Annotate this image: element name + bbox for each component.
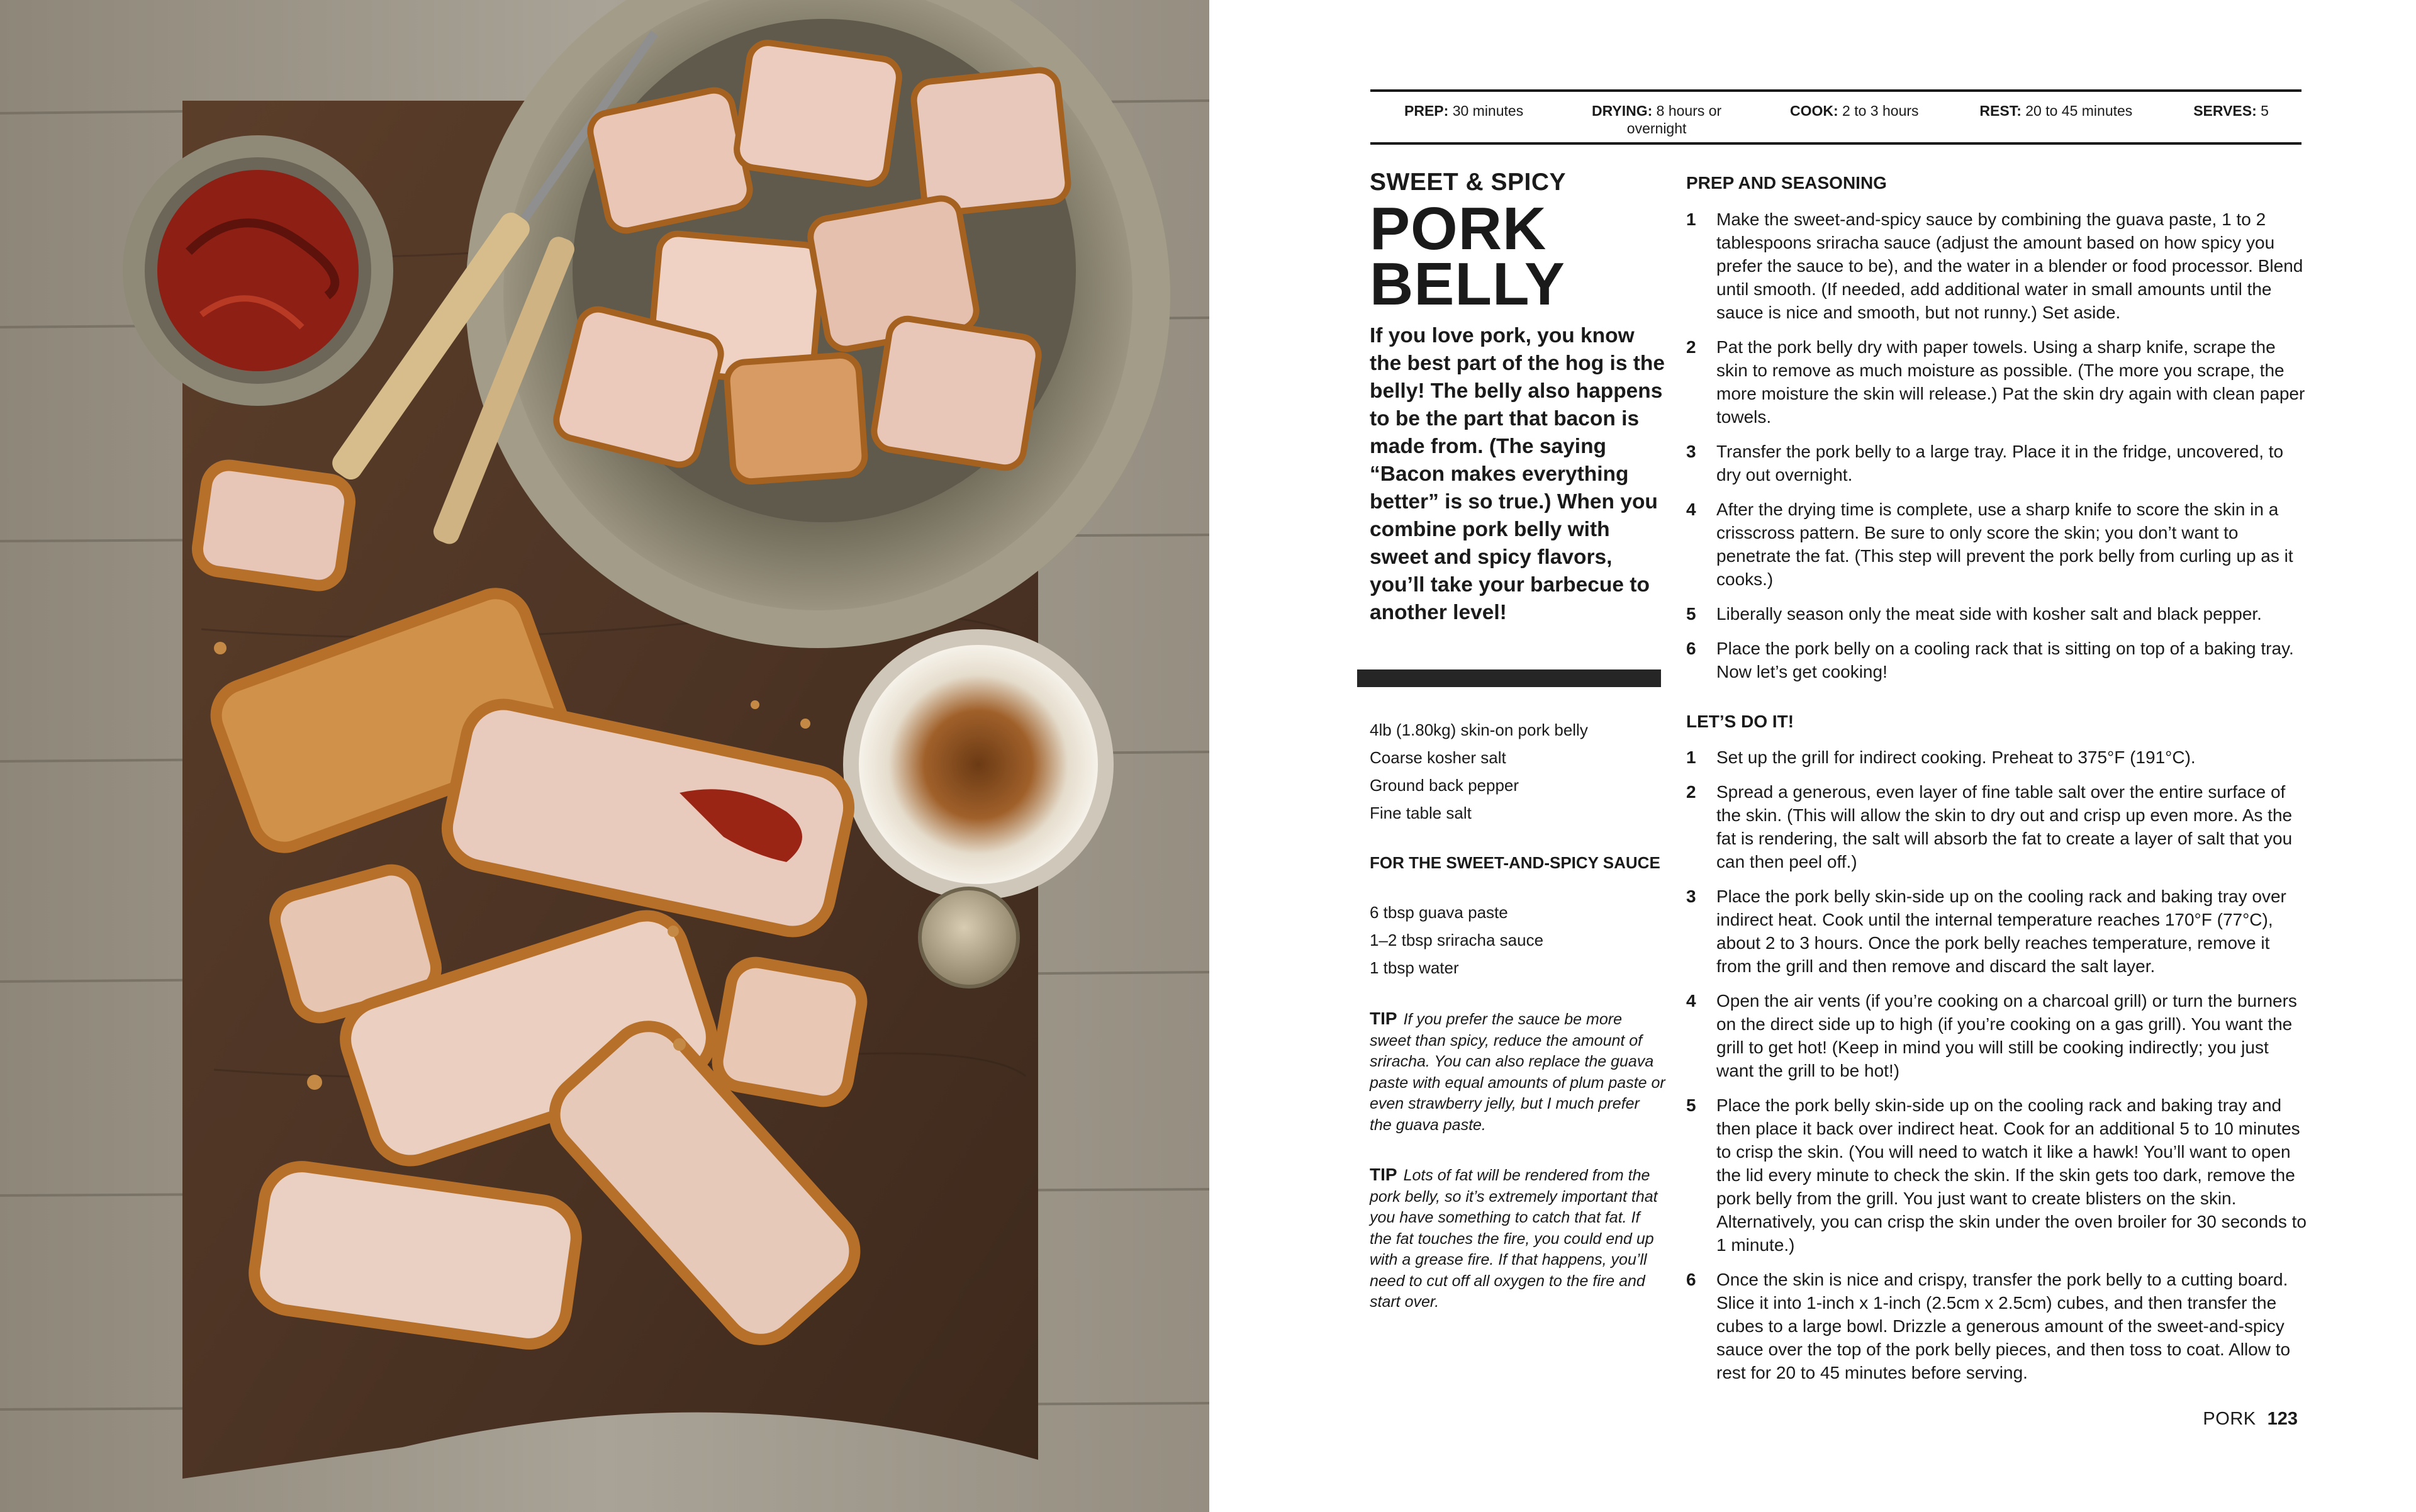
page-number: 123 — [2267, 1409, 2298, 1429]
step-number: 3 — [1686, 887, 1696, 906]
cook-step — [1686, 1094, 2309, 1257]
step-text: Place the pork belly on a cooling rack that is sitting on top of a baking tray. Now let’s get cooking! — [1716, 639, 2294, 681]
tip-sauce — [1370, 1008, 1665, 1136]
sauce-heading: FOR THE SWEET-AND-SPICY SAUCE — [1370, 853, 1660, 872]
ingredient-item: Ground back pepper — [1370, 776, 1519, 795]
step-number: 4 — [1686, 500, 1696, 519]
step-text: Spread a generous, even layer of fine table salt over the entire surface of the skin. (This will allow the skin to dry out and crisp up even more. As the fat is rendering, the salt will absorb the fat to create a layer of salt that you can then peel off.) — [1716, 782, 2293, 871]
recipe-title-line-1: PORK — [1370, 195, 1547, 262]
prep-step — [1686, 440, 2309, 486]
ingredient-item: 4lb (1.80kg) skin-on pork belly — [1370, 720, 1588, 739]
step-text: Open the air vents (if you’re cooking on a charcoal grill) or turn the burners on the direct side up to high (if you’re cooking on a gas grill). You want the grill to get hot! (Keep in mind you will still be cooking indirectly; you just want the grill to be hot!) — [1716, 991, 2297, 1080]
step-number: 2 — [1686, 337, 1696, 357]
cook-step — [1686, 780, 2309, 873]
sauce-ingredient-item: 6 tbsp guava paste — [1370, 903, 1508, 922]
prep-step-list — [1686, 208, 2309, 695]
step-text: Make the sweet-and-spicy sauce by combining the guava paste, 1 to 2 tablespoons sriracha sauce (adjust the amount based on how spicy you prefer the sauce to be), and the water in a blender or food processor. Blend until smooth. (If needed, add additional water in small amounts until the sauce is nice and smooth, but not runny.) Set aside. — [1716, 210, 2303, 322]
ingredient-item: Coarse kosher salt — [1370, 748, 1506, 767]
tip-text: If you prefer the sauce be more sweet than spicy, reduce the amount of sriracha. You can also replace the guava paste with equal amounts of plum paste or even strawberry jelly, but I much prefer the guava paste. — [1370, 1011, 1665, 1134]
tip-label: TIP — [1370, 1009, 1397, 1028]
prep-time: PREP: 30 minutes — [1404, 103, 1524, 119]
ingredient-list — [1370, 716, 1665, 827]
section-divider-bar — [1357, 669, 1661, 687]
step-number: 5 — [1686, 604, 1696, 624]
prep-step — [1686, 498, 2309, 591]
ingredient-item: Fine table salt — [1370, 804, 1472, 822]
cook-step — [1686, 885, 2309, 978]
recipe-kicker: SWEET & SPICY — [1370, 169, 1567, 196]
prep-step — [1686, 208, 2309, 324]
step-number: 4 — [1686, 991, 1696, 1011]
recipe-title — [1370, 195, 1672, 318]
step-text: Transfer the pork belly to a large tray. Place it in the fridge, uncovered, to dry out overnight. — [1716, 442, 2284, 484]
tip-label: TIP — [1370, 1165, 1397, 1184]
lets-do-it-heading: LET’S DO IT! — [1686, 712, 1794, 731]
prep-step — [1686, 602, 2309, 625]
page-footer — [2202, 1408, 2298, 1430]
step-number: 1 — [1686, 210, 1696, 229]
section-name: PORK — [2203, 1409, 2256, 1429]
cook-step — [1686, 746, 2309, 769]
sauce-ingredient-item: 1–2 tbsp sriracha sauce — [1370, 931, 1544, 949]
tip-fat — [1370, 1164, 1665, 1313]
recipe-intro: If you love pork, you know the best part of the hog is the belly! The belly also happens to be the part that bacon is made from. (The saying “Bacon makes everything better” is so true.) When you combine pork belly with sweet and spicy flavors, you’ll take your barbecue to another level! — [1370, 324, 1665, 624]
step-text: Liberally season only the meat side with kosher salt and black pepper. — [1716, 604, 2262, 624]
prep-step — [1686, 335, 2309, 428]
step-text: Once the skin is nice and crispy, transfer the pork belly to a cutting board. Slice it into 1-inch x 1-inch (2.5cm x 2.5cm) cubes, and then transfer the cubes to a large bowl. Drizzle a generous amount of the sweet-and-spicy sauce over the top of the pork belly pieces, and then toss to coat. Allow to rest for 20 to 45 minutes before serving. — [1716, 1270, 2291, 1382]
step-number: 1 — [1686, 748, 1696, 767]
sauce-ingredient-list — [1370, 899, 1665, 982]
rest-time: REST: 20 to 45 minutes — [1979, 103, 2133, 119]
step-number: 5 — [1686, 1095, 1696, 1115]
cook-step — [1686, 1268, 2309, 1384]
step-number: 3 — [1686, 442, 1696, 461]
step-number: 6 — [1686, 1270, 1696, 1289]
step-text: Place the pork belly skin-side up on the cooling rack and baking tray and then place it back over indirect heat. Cook for an additional 5 to 10 minutes to crisp the skin. (You will need to watch it like a hawk! You’ll want to open the lid every minute to check the skin. If the skin gets too dark, remove the pork belly from the grill. You just want to create blisters on the skin. Alternatively, you can crisp the skin under the oven broiler for 30 seconds to 1 minute.) — [1716, 1095, 2307, 1255]
step-text: Place the pork belly skin-side up on the cooling rack and baking tray over indirect heat. Cook until the internal temperature reaches 170°F (77°C), about 2 to 3 hours. Once the pork belly reaches temperature, remove it from the grill and then remove and discard the salt layer. — [1716, 887, 2286, 976]
step-number: 2 — [1686, 782, 1696, 802]
recipe-title-block — [1370, 169, 1672, 318]
serves: SERVES: 5 — [2193, 103, 2269, 119]
step-text: After the drying time is complete, use a sharp knife to score the skin in a crisscross pattern. Be sure to only score the skin; you don’t want to penetrate the fat. (This step will prevent the pork belly from curling up as it cooks.) — [1716, 500, 2293, 589]
step-text: Pat the pork belly dry with paper towels. Using a sharp knife, scrape the skin to remove as much moisture as possible. (The more you scrape, the more moisture the skin will release.) Pat the skin dry again with clean paper towels. — [1716, 337, 2305, 427]
sauce-ingredient-item: 1 tbsp water — [1370, 958, 1459, 977]
tip-text: Lots of fat will be rendered from the pork belly, so it’s extremely important that you have something to catch that fat. If the fat touches the fire, you could end up with a grease fire. If that happens, you’ll need to cut off all oxygen to the fire and start over. — [1370, 1167, 1658, 1311]
cook-step-list — [1686, 746, 2309, 1396]
cook-step — [1686, 989, 2309, 1082]
recipe-meta-bar — [1370, 89, 2301, 145]
recipe-title-line-2: BELLY — [1370, 250, 1565, 318]
prep-heading: PREP AND SEASONING — [1686, 173, 1887, 193]
cook-time: COOK: 2 to 3 hours — [1789, 103, 1919, 119]
step-number: 6 — [1686, 639, 1696, 658]
prep-step — [1686, 637, 2309, 683]
step-text: Set up the grill for indirect cooking. Preheat to 375°F (191°C). — [1716, 748, 2196, 767]
drying-time: DRYING: 8 hours or overnight — [1591, 103, 1722, 137]
